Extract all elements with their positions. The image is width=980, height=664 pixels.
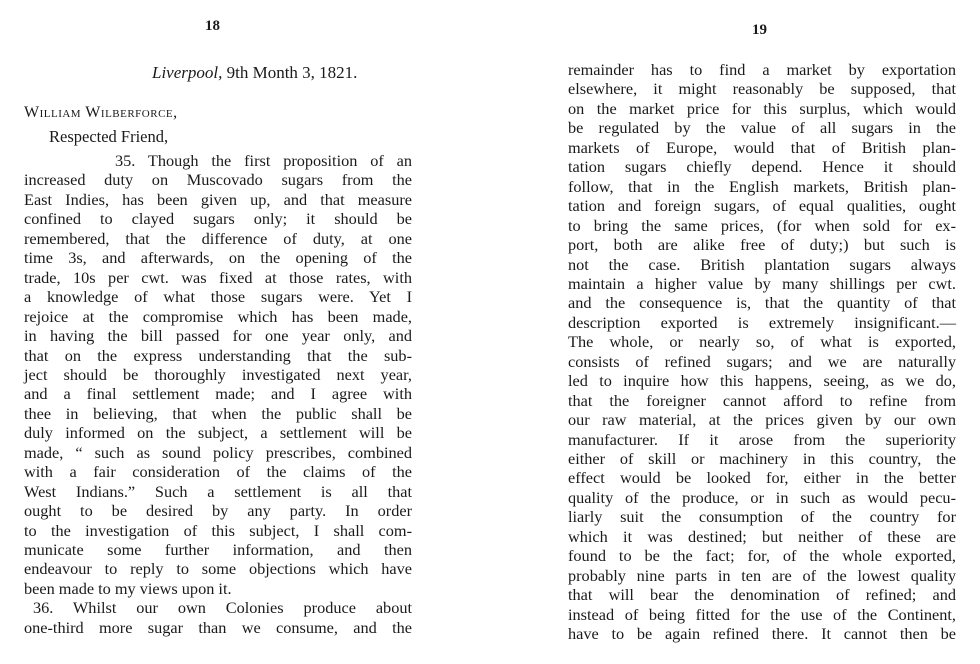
right-page (555, 0, 975, 664)
text-line: consists of refined sugars; and we are naturally (568, 351, 956, 371)
text-line: our raw material, at the prices given by our own (568, 410, 956, 430)
text-line: that the foreigner cannot afford to refine from (568, 390, 956, 410)
text-line: effect would be looked for, either in the better (568, 468, 956, 488)
text-line: ject should be thoroughly investigated next year, (24, 364, 412, 384)
text-line: which it was destined; but neither of these are (568, 526, 956, 546)
text-line: time 3s, and afterwards, on the opening of the (24, 248, 412, 268)
dateline (152, 63, 357, 83)
dateline-place: Liverpool, (152, 63, 223, 82)
text-line: West Indians.” Such a settlement is all that (24, 481, 412, 501)
text-line: remembered, that the difference of duty, at one (24, 228, 412, 248)
text-line: tation and foreign sugars, of equal qualities, ought (568, 196, 956, 216)
text-line: trade, 10s per cwt. was fixed at those rates, with (24, 267, 412, 287)
text-line: to the investigation of this subject, I shall com- (24, 520, 412, 540)
text-line: 35. Though the first proposition of an (115, 151, 412, 170)
dateline-date: 9th Month 3, 1821. (226, 63, 358, 82)
page-number: 19 (752, 22, 767, 38)
text-line: on the market price for this surplus, which would (568, 98, 956, 118)
addressee: William Wilberforce, (24, 104, 178, 121)
text-line: to bring the same prices, (for when sold for ex- (568, 215, 956, 235)
text-line: have to be again refined there. It cannot then be (568, 624, 956, 644)
text-line: liarly suit the consumption of the country for (568, 507, 956, 527)
text-line: either of skill or machinery in this country, the (568, 449, 956, 468)
left-page (0, 0, 440, 664)
text-line: one-third more sugar than we consume, and the (24, 617, 412, 637)
text-line: and a final settlement made; and I agree with (24, 384, 412, 404)
text-line: The whole, or nearly so, of what is exported, (568, 332, 956, 352)
text-line: a knowledge of what those sugars were. Yet I (24, 287, 412, 307)
text-line: description exported is extremely insignificant.— (568, 312, 956, 332)
text-line: and the consequence is, that the quantity of that (568, 293, 956, 313)
text-line: not the case. British plantation sugars always (568, 254, 956, 274)
text-line: tation sugars chiefly depend. Hence it should (568, 157, 956, 177)
text-line: in having the bill passed for one year only, and (24, 326, 412, 346)
text-line: port, both are alike free of duty;) but such is (568, 235, 956, 255)
text-line: follow, that in the English markets, British plan- (568, 176, 956, 196)
salutation: Respected Friend, (49, 127, 169, 146)
text-line: municate some further information, and then (24, 540, 412, 559)
text-line: found to be the fact; for, of the whole exported, (568, 546, 956, 566)
text-line: manufacturer. If it arose from the superiority (568, 429, 956, 449)
text-line: with a fair consideration of the claims of the (24, 462, 412, 482)
text-line: remainder has to find a market by exportation (568, 60, 956, 79)
text-line: markets of Europe, would that of British plan- (568, 137, 956, 157)
text-line: that will bear the denomination of refined; and (568, 585, 956, 605)
text-line: maintain a higher value by many shillings per cwt. (568, 273, 956, 293)
text-line: endeavour to reply to some objections which have (24, 559, 412, 579)
text-line: probably nine parts in ten are of the lowest quality (568, 565, 956, 585)
text-line: be regulated by the value of all sugars in the (568, 118, 956, 138)
text-line: led to inquire how this happens, seeing, as we do, (568, 371, 956, 391)
page-number: 18 (205, 18, 220, 34)
text-line: duly informed on the subject, a settlement will be (24, 423, 412, 443)
text-line: thee in believing, that when the public shall be (24, 403, 412, 423)
text-line: East Indies, has been given up, and that measure (24, 189, 412, 209)
text-line: 36. Whilst our own Colonies produce about (33, 598, 412, 618)
text-line: made, “ such as sound policy prescribes, combined (24, 442, 412, 462)
text-line: confined to clayed sugars only; it should be (24, 209, 412, 229)
text-line: instead of being fitted for the use of the Continent, (568, 604, 956, 624)
text-line: rejoice at the compromise which has been made, (24, 306, 412, 326)
text-line: increased duty on Muscovado sugars from the (24, 170, 412, 190)
text-line: ought to be desired by any party. In order (24, 501, 412, 521)
text-line: elsewhere, it might reasonably be supposed, that (568, 79, 956, 99)
text-line: been made to my views upon it. (24, 578, 232, 598)
text-line: that on the express understanding that the sub- (24, 345, 412, 365)
text-line: quality of the produce, or in such as would pecu- (568, 487, 956, 507)
